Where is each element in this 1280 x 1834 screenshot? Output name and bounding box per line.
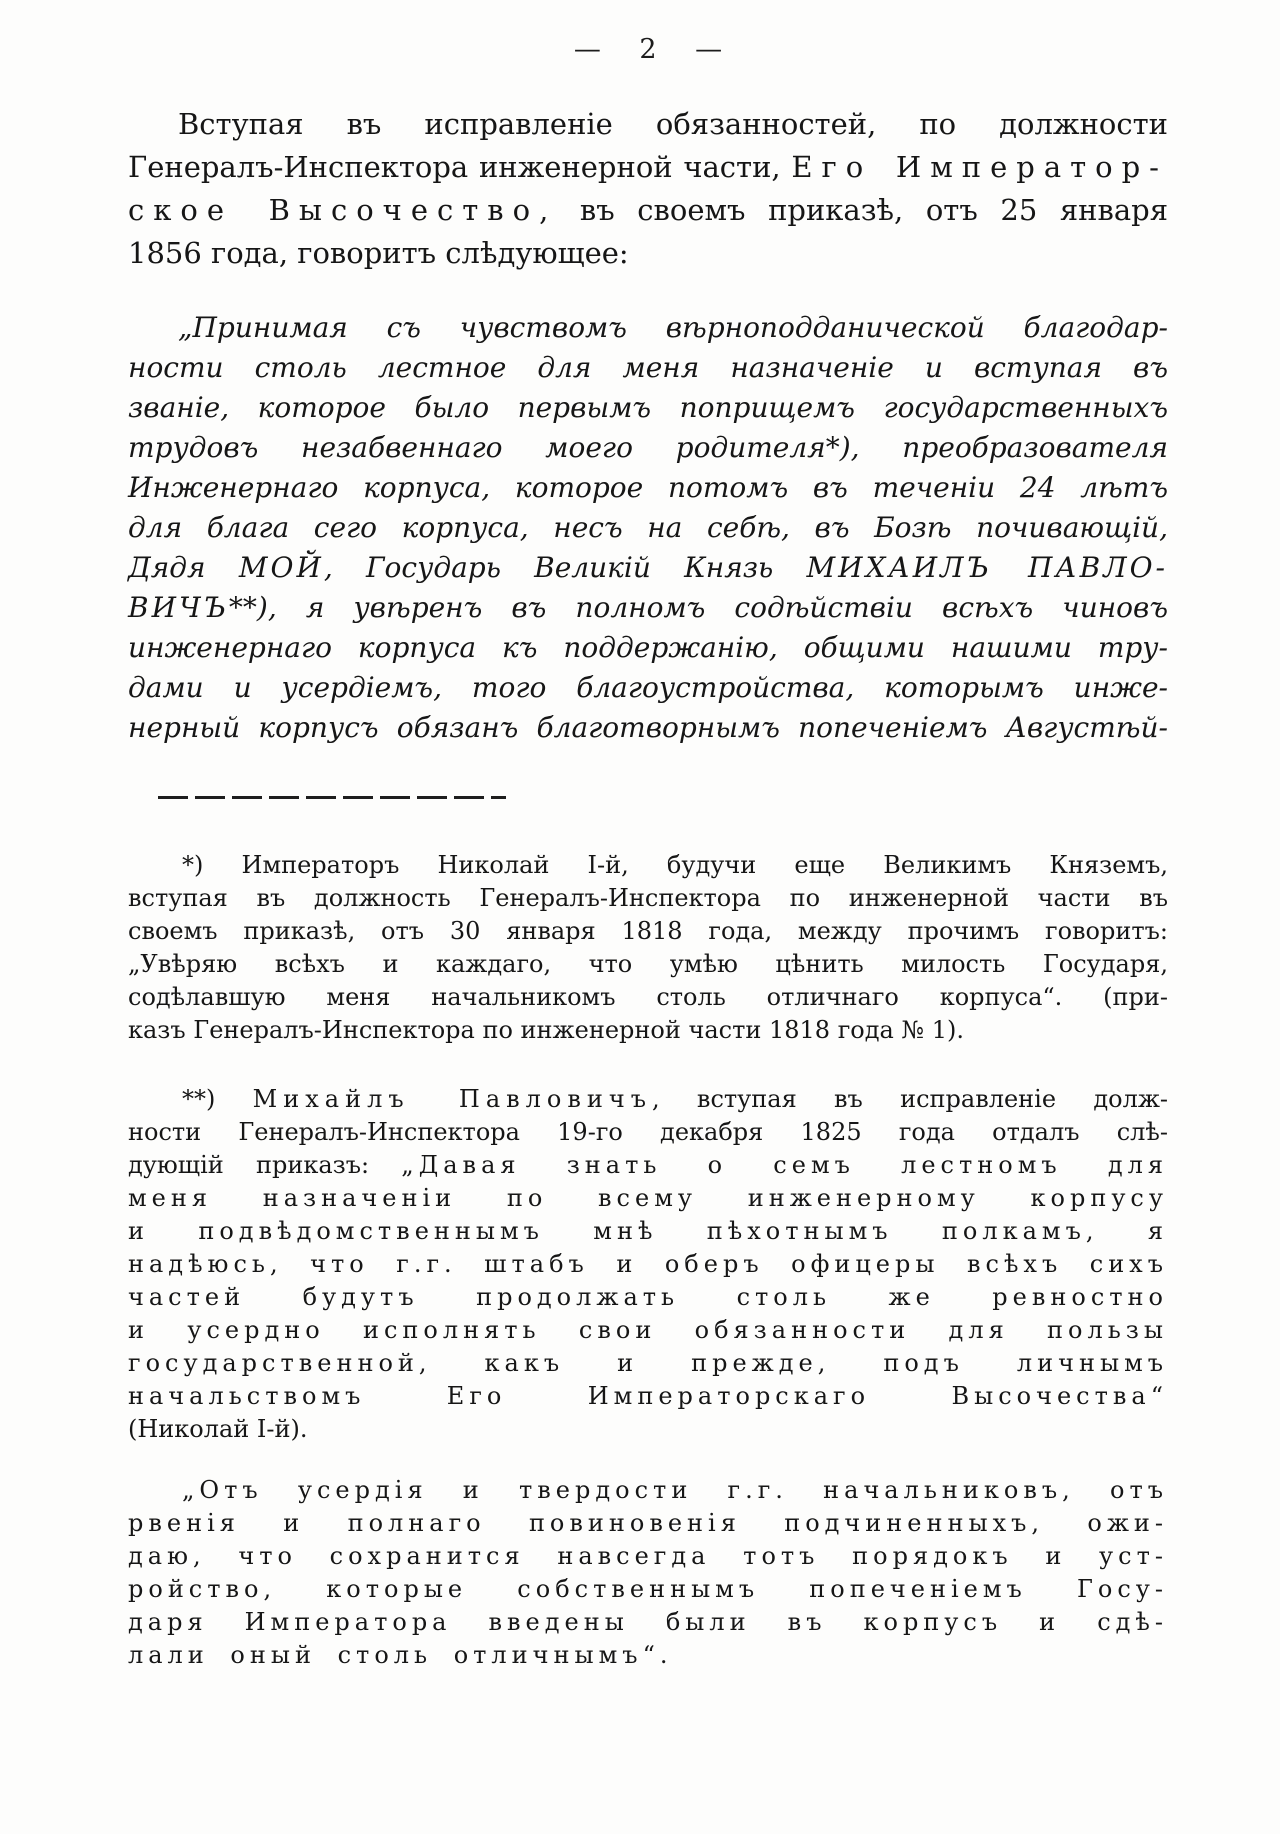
name-pavlovich-caps: ВИЧЪ	[128, 591, 229, 624]
name-mikhail-caps: МИХАИЛЪ ПАВЛО-	[806, 551, 1168, 584]
footnote2-line-10: начальствомъ Его Императорскаго Высочества“	[128, 1382, 1168, 1410]
quote-line-6: для блага сего корпуса, несъ на себѣ, въ Бозѣ почивающій,	[128, 511, 1168, 544]
footnote2-par2-line-2: рвенія и полнаго повиновенія подчиненныхъ, ожи-	[128, 1509, 1168, 1537]
quote-line-11: нерный корпусъ обязанъ благотворнымъ попеченіемъ Августѣй-	[128, 711, 1168, 744]
name-moy-caps: МОЙ	[238, 551, 324, 584]
intro-line-2	[128, 146, 1168, 189]
footnote2-par2-line-1: „Отъ усердія и твердости г.г. начальниковъ, отъ	[182, 1476, 1168, 1504]
order-1825-quote-start: „Давая знать о семъ лестномъ для	[401, 1151, 1168, 1179]
footnote2-line-7: частей будутъ продолжать столь же ревностно	[128, 1283, 1168, 1311]
quote-line-4: трудовъ незабвеннаго моего родителя*), преобразователя	[128, 431, 1168, 464]
footnote2-par2-line-5: даря Императора введены были въ корпусъ и сдѣ-	[128, 1608, 1168, 1636]
footnote2-line-4: меня назначеніи по всему инженерному корпусу	[128, 1184, 1168, 1212]
footnote2-marker-lead: **)	[182, 1085, 253, 1113]
name-mikhail-pavlovich-spaced: Михайлъ Павловичъ	[252, 1085, 652, 1113]
intro-line-1: Вступая въ исправленіе обязанностей, по должности	[178, 107, 1168, 141]
quote-line-8-text: я увѣренъ въ полномъ содѣйствіи всѣхъ чиновъ	[305, 591, 1168, 624]
footnote2-line-1-text: , вступая въ исправленіе долж-	[652, 1085, 1169, 1113]
footnote2-par2-line-4: ройство, которые собственнымъ попеченіемъ Госу-	[128, 1575, 1168, 1603]
quote-line-7-text: Дядя	[128, 551, 239, 584]
footnote2-line-6: надѣюсь, что г.г. штабъ и оберъ офицеры всѣхъ сихъ	[128, 1250, 1168, 1278]
quote-line-7	[128, 548, 1168, 588]
quote-line-1: „Принимая съ чувствомъ вѣрноподданической благодар-	[178, 311, 1168, 344]
footnote2-line-2: ности Генералъ-Инспектора 19-го декабря 1825 года отдалъ слѣ-	[128, 1118, 1168, 1146]
quote-line-5: Инженернаго корпуса, которое потомъ въ теченіи 24 лѣтъ	[128, 471, 1168, 504]
intro-paragraph	[128, 103, 1168, 275]
footnote-1	[128, 849, 1168, 1047]
page-number: — 2 —	[573, 34, 723, 65]
footnote2-par2-line-3: даю, что сохранится навсегда тотъ порядокъ и уст-	[128, 1542, 1168, 1570]
order-quote-paragraph	[128, 308, 1168, 748]
footnote1-line-5: содѣлавшую меня начальникомъ столь отличнаго корпуса“. (при-	[128, 983, 1168, 1011]
footnote2-line-3-text: дующій приказъ:	[128, 1151, 402, 1179]
footnote-2-paragraph-2	[128, 1474, 1168, 1672]
footnote2-line-3	[128, 1149, 1168, 1182]
imperial-title-spaced: Его Император-	[791, 150, 1168, 184]
quote-line-9: инженернаго корпуса къ поддержанію, общими нашими тру-	[128, 631, 1168, 664]
intro-line-3	[128, 189, 1168, 232]
quote-line-10: дами и усердіемъ, того благоустройства, которымъ инже-	[128, 671, 1168, 704]
footnote2-line-1	[128, 1083, 1168, 1116]
quote-line-2: ности столь лестное для меня назначеніе и вступая въ	[128, 351, 1168, 384]
intro-line-4: 1856 года, говоритъ слѣдующее:	[128, 236, 629, 270]
footnote2-attribution: (Николай I-й).	[128, 1415, 308, 1443]
footnote2-line-5: и подвѣдомственнымъ мнѣ пѣхотнымъ полкамъ, я	[128, 1217, 1168, 1245]
footnote-2	[128, 1083, 1168, 1446]
quote-line-3: званіе, которое было первымъ поприщемъ государственныхъ	[128, 391, 1168, 424]
footnote2-line-8: и усердно исполнять свои обязанности для пользы	[128, 1316, 1168, 1344]
imperial-title-spaced-2: ское Высочество,	[128, 193, 558, 227]
footnote1-line-2: вступая въ должность Генералъ-Инспектора по инженерной части въ	[128, 884, 1168, 912]
intro-line-2-text: Генералъ-Инспектора инженерной части,	[128, 150, 792, 184]
footnote2-par2-line-6: лали оный столь отличнымъ“.	[128, 1641, 673, 1669]
footnote-separator-rule	[158, 796, 506, 799]
quote-line-7-text-2: , Государь Великій Князь	[323, 551, 807, 584]
quote-line-8	[128, 588, 1168, 628]
footnote1-line-3: своемъ приказѣ, отъ 30 января 1818 года, между прочимъ говоритъ:	[128, 917, 1168, 945]
footnote1-line-6: казъ Генералъ-Инспектора по инженерной части 1818 года № 1).	[128, 1016, 965, 1044]
footnote2-marker: **),	[228, 591, 306, 624]
text-column	[128, 0, 1168, 1672]
footnote1-line-4: „Увѣряю всѣхъ и каждаго, что умѣю цѣнить милость Государя,	[128, 950, 1168, 978]
intro-line-3-text: въ своемъ приказѣ, отъ 25 января	[557, 193, 1168, 227]
footnote2-line-9: государственной, какъ и прежде, подъ личнымъ	[128, 1349, 1168, 1377]
footnote1-line-1: *) Императоръ Николай I-й, будучи еще Великимъ Княземъ,	[182, 851, 1168, 879]
